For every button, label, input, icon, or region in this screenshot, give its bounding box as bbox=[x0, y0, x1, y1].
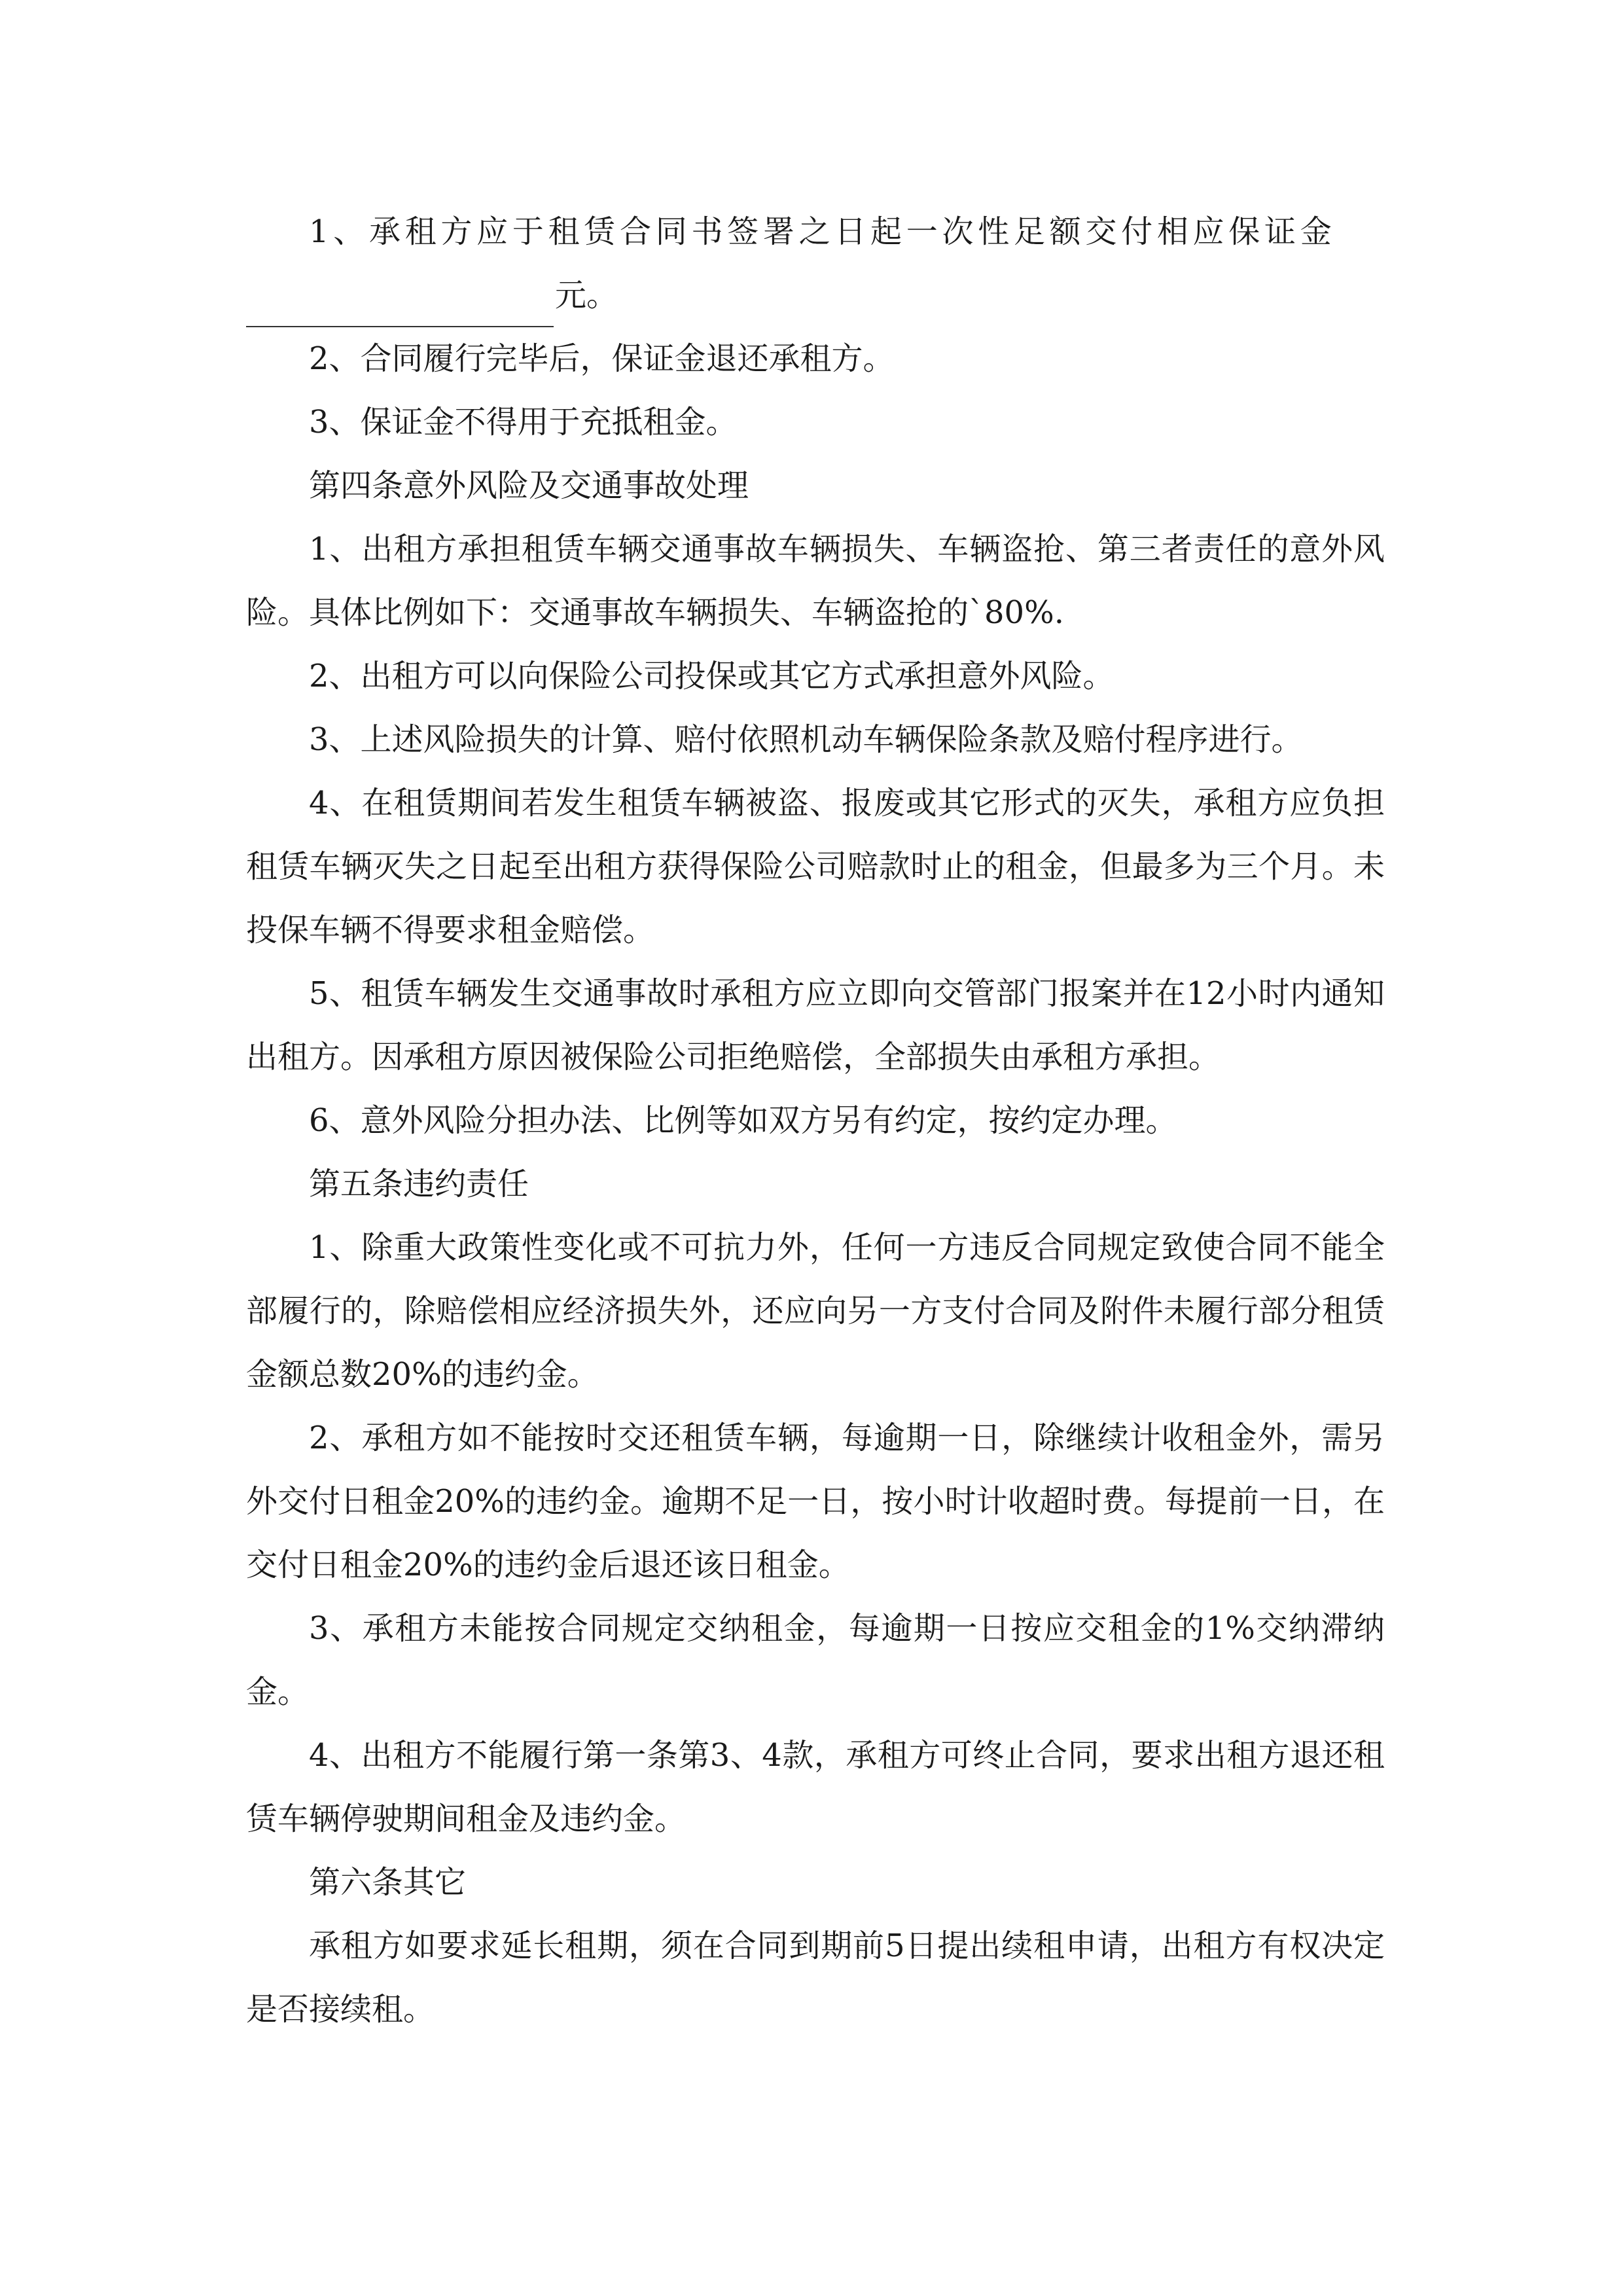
paragraph-risk-6: 6、意外风险分担办法、比例等如双方另有约定，按约定办理。 bbox=[309, 1102, 1177, 1139]
paragraph-deposit-1: 1、承租方应于租赁合同书签署之日起一次性足额交付相应保证金 bbox=[309, 213, 1336, 250]
paragraph-risk-5: 5、租赁车辆发生交通事故时承租方应立即向交管部门报案并在12小时内通知出租方。因承租方原因被保险公司拒绝赔偿，全部损失由承租方承担。 bbox=[246, 975, 1385, 1075]
paragraph-risk-2: 2、出租方可以向保险公司投保或其它方式承担意外风险。 bbox=[309, 658, 1115, 694]
section-heading-article-6: 第六条其它 bbox=[309, 1864, 467, 1901]
paragraph-breach-4: 4、出租方不能履行第一条第3、4款，承租方可终止合同，要求出租方退还租赁车辆停驶期间租金及违约金。 bbox=[246, 1737, 1385, 1837]
paragraph-risk-1: 1、出租方承担租赁车辆交通事故车辆损失、车辆盗抢、第三者责任的意外风险。具体比例如下：交通事故车辆损失、车辆盗抢的`80%. bbox=[246, 531, 1385, 631]
deposit-amount-unit: 元。 bbox=[555, 277, 618, 314]
paragraph-risk-4: 4、在租赁期间若发生租赁车辆被盗、报废或其它形式的灭失，承租方应负担租赁车辆灭失之日起至出租方获得保险公司赔款时止的租金，但最多为三个月。未投保车辆不得要求租金赔偿。 bbox=[246, 785, 1385, 948]
paragraph-risk-3: 3、上述风险损失的计算、赔付依照机动车辆保险条款及赔付程序进行。 bbox=[309, 721, 1303, 758]
document-body bbox=[246, 200, 1385, 2041]
paragraph-breach-3: 3、承租方未能按合同规定交纳租金，每逾期一日按应交租金的1%交纳滞纳金。 bbox=[246, 1610, 1385, 1710]
paragraph-deposit-amount bbox=[246, 264, 1385, 327]
paragraph-other-1: 承租方如要求延长租期，须在合同到期前5日提出续租申请，出租方有权决定是否接续租。 bbox=[246, 1928, 1385, 2028]
paragraph-deposit-2: 2、合同履行完毕后，保证金退还承租方。 bbox=[309, 340, 895, 377]
deposit-amount-blank bbox=[246, 285, 554, 327]
paragraph-breach-2: 2、承租方如不能按时交还租赁车辆，每逾期一日，除继续计收租金外，需另外交付日租金20%的违约金。逾期不足一日，按小时计收超时费。每提前一日，在交付日租金20%的违约金后退还该日租金。 bbox=[246, 1420, 1385, 1583]
paragraph-deposit-3: 3、保证金不得用于充抵租金。 bbox=[309, 404, 738, 440]
section-heading-article-5: 第五条违约责任 bbox=[309, 1166, 529, 1202]
section-heading-article-4: 第四条意外风险及交通事故处理 bbox=[309, 467, 749, 504]
paragraph-breach-1: 1、除重大政策性变化或不可抗力外，任何一方违反合同规定致使合同不能全部履行的，除赔偿相应经济损失外，还应向另一方支付合同及附件未履行部分租赁金额总数20%的违约金。 bbox=[246, 1229, 1385, 1393]
